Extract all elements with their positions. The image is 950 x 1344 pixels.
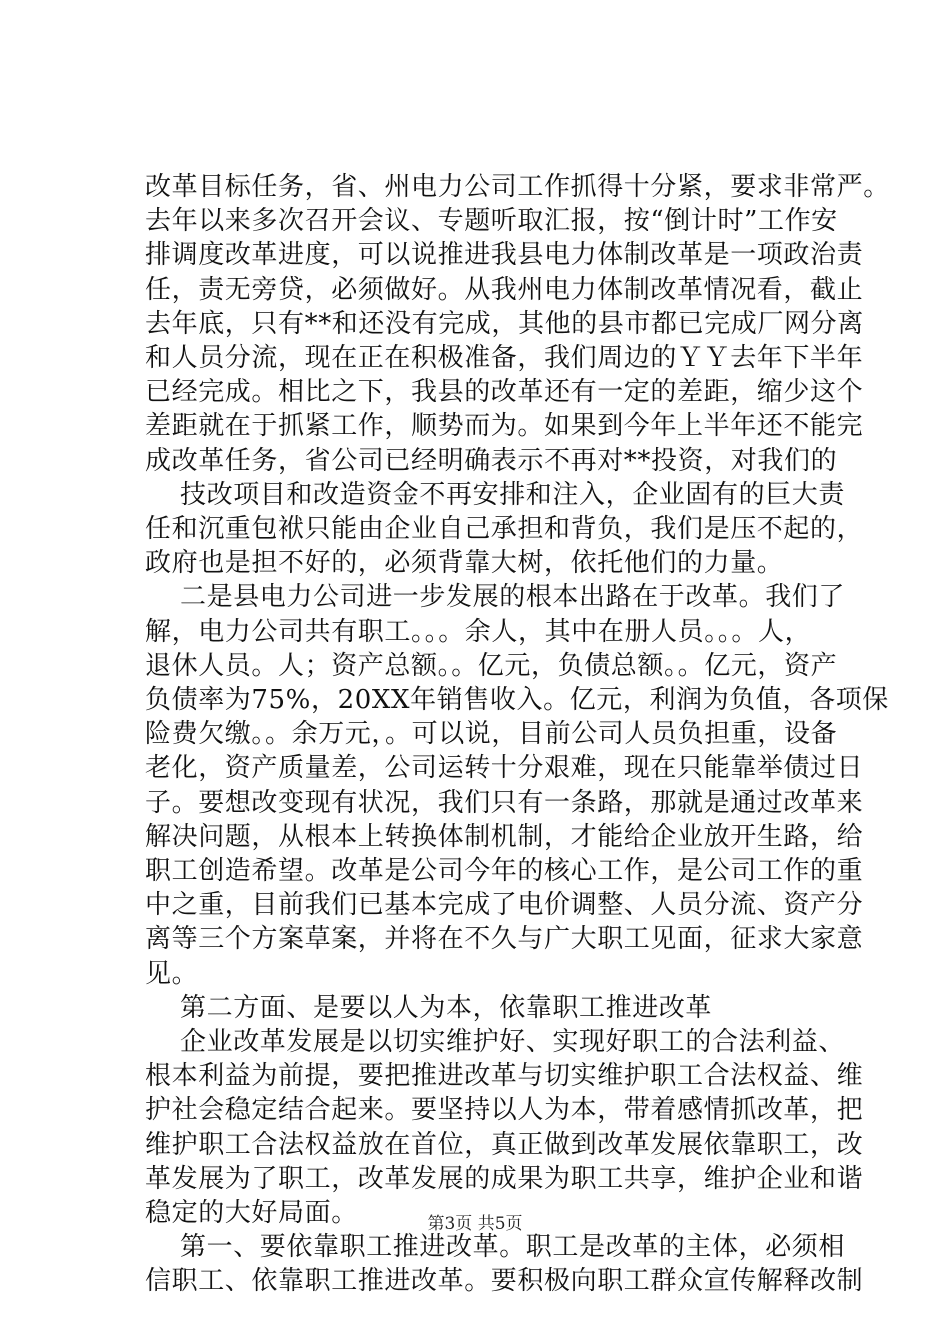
text-line: 企业改革发展是以切实维护好、实现好职工的合法利益、 — [180, 1027, 846, 1057]
text-line: 中之重，目前我们已基本完成了电价调整、人员分流、资产分 — [145, 890, 864, 921]
text-line: 退休人员。人；资产总额。。亿元，负债总额。。亿元，资产 — [145, 650, 838, 681]
text-line: 排调度改革进度，可以说推进我县电力体制改革是一项政治责 — [145, 240, 864, 271]
text-line: 二是县电力公司进一步发展的根本出路在于改革。我们了 — [180, 582, 846, 613]
text-line: 成改革任务，省公司已经明确表示不再对**投资，对我们的 — [145, 445, 838, 476]
text-line: 子。要想改变现有状况，我们只有一条路，那就是通过改革来 — [145, 787, 864, 818]
text-line: 已经完成。相比之下，我县的改革还有一定的差距，缩少这个 — [145, 377, 864, 408]
text-line: 老化，资产质量差，公司运转十分艰难，现在只能靠举债过日 — [145, 753, 864, 784]
text-line: 信职工、依靠职工推进改革。要积极向职工群众宣传解释改制 — [145, 1266, 864, 1297]
text-line: 任，责无旁贷，必须做好。从我州电力体制改革情况看，截止 — [145, 274, 864, 305]
text-line: 政府也是担不好的，必须背靠大树，依托他们的力量。 — [145, 548, 784, 579]
text-line: 差距就在于抓紧工作，顺势而为。如果到今年上半年还不能完 — [145, 411, 864, 442]
text-line: 和人员分流，现在正在积极准备，我们周边的ＹＹ去年下半年 — [145, 343, 864, 373]
text-line: 险费欠缴。。余万元，。可以说，目前公司人员负担重，设备 — [145, 719, 838, 750]
text-line: 离等三个方案草案，并将在不久与广大职工见面，征求大家意 — [145, 924, 864, 955]
text-line: 任和沉重包袱只能由企业自己承担和背负，我们是压不起的， — [145, 514, 864, 544]
text-line: 革发展为了职工，改革发展的成果为职工共享，维护企业和谐 — [145, 1163, 864, 1194]
text-line: 去年底，只有**和还没有完成，其他的县市都已完成厂网分离 — [145, 308, 864, 339]
text-line: 去年以来多次召开会议、专题听取汇报，按“倒计时”工作安 — [145, 206, 838, 237]
text-line: 护社会稳定结合起来。要坚持以人为本，带着感情抓改革，把 — [145, 1095, 864, 1126]
text-line: 职工创造希望。改革是公司今年的核心工作，是公司工作的重 — [145, 856, 864, 886]
text-line: 稳定的大好局面。 — [145, 1198, 358, 1228]
page-number-footer: 第3页 共5页 — [427, 1214, 523, 1234]
text-line: 负债率为75%，20XX年销售收入。亿元，利润为负值，各项保 — [145, 685, 889, 715]
section-heading: 第二方面、是要以人为本，依靠职工推进改革 — [180, 992, 713, 1023]
text-line: 解决问题，从根本上转换体制机制，才能给企业放开生路，给 — [145, 821, 864, 852]
text-line: 维护职工合法权益放在首位，真正做到改革发展依靠职工，改 — [145, 1129, 864, 1160]
text-line: 见。 — [145, 958, 199, 989]
text-line: 技改项目和改造资金不再安排和注入，企业固有的巨大责 — [180, 479, 846, 510]
text-line: 改革目标任务，省、州电力公司工作抓得十分紧，要求非常严。 — [145, 172, 890, 202]
text-line: 第一、要依靠职工推进改革。职工是改革的主体，必须相 — [180, 1232, 846, 1263]
text-line: 根本利益为前提，要把推进改革与切实维护职工合法权益、维 — [145, 1061, 864, 1092]
text-line: 解，电力公司共有职工。。。余人，其中在册人员。。。人， — [145, 616, 812, 647]
